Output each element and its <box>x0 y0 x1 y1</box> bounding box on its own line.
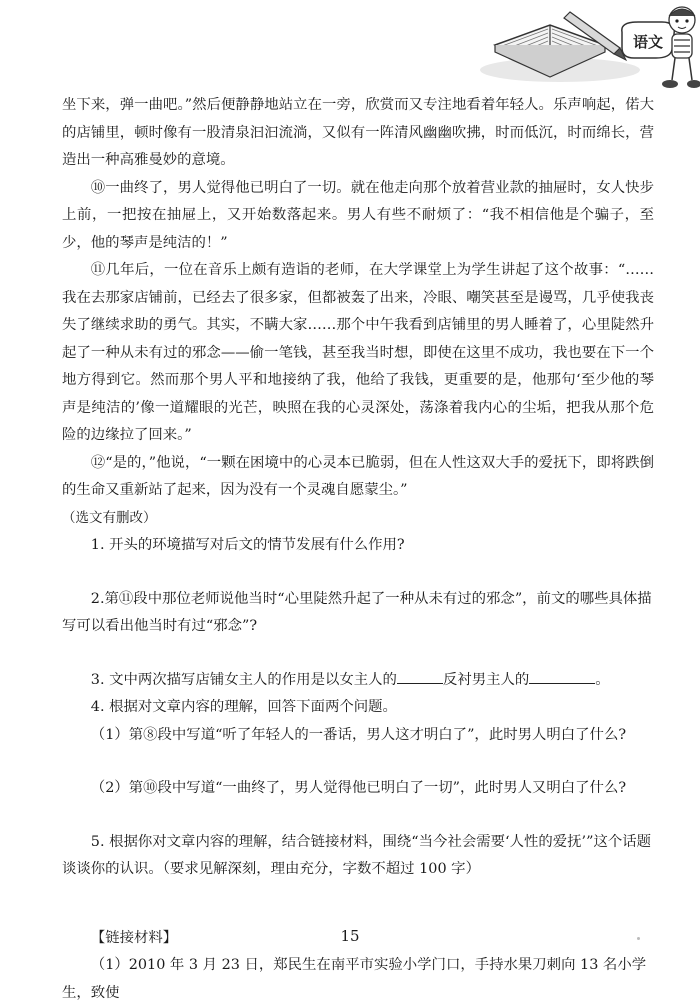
question-4-part-1: （1）第⑧段中写道“听了年轻人的一番话，男人这才明白了”，此时男人明白了什么? <box>90 726 627 743</box>
header-illustration <box>400 0 700 95</box>
subject-label: 语文 <box>632 33 664 51</box>
page-number: 15 <box>340 927 360 945</box>
question-5: 5. 根据你对文章内容的理解，结合链接材料，围绕“当今社会需要‘人性的爱抚’”这个话题谈谈你的认识。（要求见解深刻，理由充分，字数不超过 100 字） <box>62 833 652 877</box>
page-body <box>62 92 654 1007</box>
corner-mark <box>637 937 640 940</box>
question-3-prefix: 3. 文中两次描写店铺女主人的作用是以女主人的 <box>90 671 397 688</box>
question-3 <box>62 667 654 695</box>
answer-blank-2[interactable] <box>529 669 595 684</box>
question-1: 1. 开头的环境描写对后文的情节发展有什么作用? <box>90 537 405 553</box>
paragraph-10: ⑩一曲终了，男人觉得他已明白了一切。就在他走向那个放着营业款的抽屉时，女人快步上前，一把按在抽屉上，又开始数落起来。男人有些不耐烦了：“我不相信他是个骗子，至少，他的琴声是纯洁的！” <box>62 179 654 251</box>
paragraph-11: ⑪几年后，一位在音乐上颇有造诣的老师，在大学课堂上为学生讲起了这个故事：“……我在去那家店铺前，已经去了很多家，但都被轰了出来，冷眼、嘲笑甚至是谩骂，几乎使我丧失了继续求助的勇气。其实，不瞒大家……那个中午我看到店铺里的男人睡着了，心里陡然升起了一种从未有过的邪念——偷一笔钱，甚至我当时想，即使在这里不成功，我也要在下一个地方得到它。然而那个男人平和地接纳了我，他给了我钱，更重要的是，他那句‘至少他的琴声是纯洁的’像一道耀眼的光芒，映照在我的心灵深处，荡涤着我内心的尘垢，把我从那个危险的边缘拉了回来。” <box>62 262 654 443</box>
question-3-suffix: 。 <box>595 671 610 688</box>
question-4-part-2: （2）第⑩段中写道“一曲终了，男人觉得他已明白了一切”，此时男人又明白了什么? <box>90 780 627 796</box>
question-3-middle: 反衬男主人的 <box>442 671 530 688</box>
paragraph-12: ⑫“是的，”他说，“一颗在困境中的心灵本已脆弱，但在人性这双大手的爱抚下，即将跌倒的生命又重新站了起来，因为没有一个灵魂自愿蒙尘。” <box>62 454 654 498</box>
link-material-heading: 【链接材料】 <box>90 929 178 946</box>
answer-blank-1[interactable] <box>397 669 443 684</box>
question-4: 4. 根据对文章内容的理解，回答下面两个问题。 <box>90 699 397 715</box>
subject-badge <box>622 22 674 58</box>
question-2: 2.第⑪段中那位老师说他当时“心里陡然升起了一种从未有过的邪念”，前文的哪些具体描写可以看出他当时有过“邪念”? <box>62 590 652 634</box>
link-material-item-1: （1）2010 年 3 月 23 日，郑民生在南平市实验小学门口，手持水果刀刺向 13 名小学生，致使 <box>62 957 647 1001</box>
paragraph-9-continued: 坐下来，弹一曲吧。”然后便静静地站立在一旁，欣赏而又专注地看着年轻人。乐声响起，偌大的店铺里，顿时像有一股清泉汩汩流淌，又似有一阵清风幽幽吹拂，时而低沉，时而绵长，营造出一种高雅曼妙的意境。 <box>62 97 654 168</box>
source-note: （选文有删改） <box>62 509 157 526</box>
